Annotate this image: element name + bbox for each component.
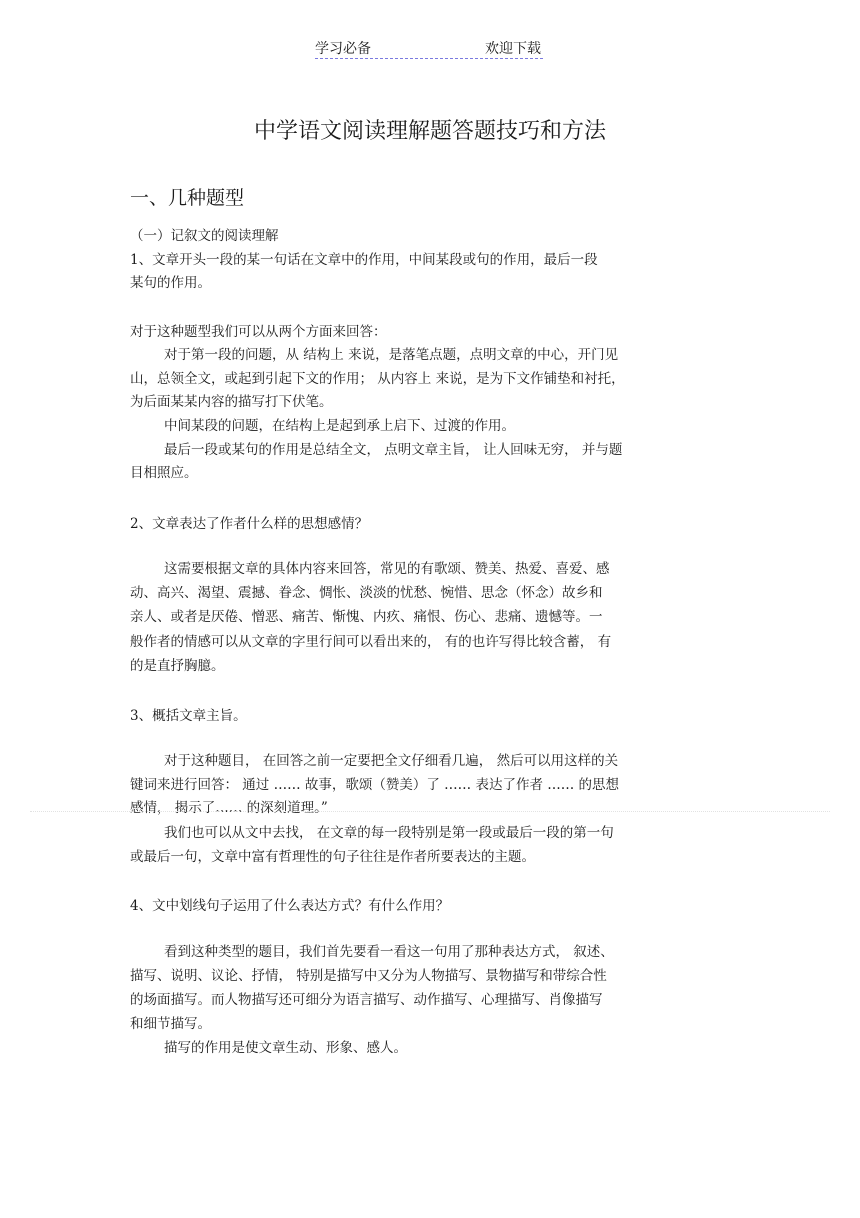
body-line: 和细节描写。 xyxy=(130,1016,211,1032)
page-header xyxy=(315,38,543,59)
document-title: 中学语文阅读理解题答题技巧和方法 xyxy=(253,119,606,144)
question-4: 4、文中划线句子运用了什么表达方式？有什么作用？ xyxy=(130,898,450,914)
question-2: 2、文章表达了作者什么样的思想感情？ xyxy=(130,516,369,532)
body-line: 描写的作用是使文章生动、形象、感人。 xyxy=(164,1040,407,1056)
body-line: 某句的作用。 xyxy=(130,275,211,291)
dotted-separator xyxy=(30,811,830,812)
question-3: 3、概括文章主旨。 xyxy=(130,708,247,724)
body-line: 山，总领全文，或起到引起下文的作用； 从内容上 来说，是为下文作铺垫和衬托， xyxy=(130,371,625,387)
body-line: 为后面某某内容的描写打下伏笔。 xyxy=(130,394,333,410)
body-line: 对于第一段的问题，从 结构上 来说，是落笔点题，点明文章的中心，开门见 xyxy=(164,347,619,363)
body-line: 最后一段或某句的作用是总结全文， 点明文章主旨， 让人回味无穷， 并与题 xyxy=(164,442,623,458)
body-line: 对于这种题型我们可以从两个方面来回答： xyxy=(130,324,387,340)
question-1: 1、文章开头一段的某一句话在文章中的作用，中间某段或句的作用，最后一段 xyxy=(130,252,598,268)
body-line: 或最后一句，文章中富有哲理性的句子往往是作者所要表达的主题。 xyxy=(130,849,535,865)
body-line: 中间某段的问题，在结构上是起到承上启下、过渡的作用。 xyxy=(164,418,515,434)
body-line: 我们也可以从文中去找， 在文章的每一段特别是第一段或最后一段的第一句 xyxy=(164,825,614,841)
header-right-text: 欢迎下载 xyxy=(485,41,541,57)
subsection-heading: （一）记叙文的阅读理解 xyxy=(130,228,279,244)
body-line: 的是直抒胸臆。 xyxy=(130,658,225,674)
header-left-text: 学习必备 xyxy=(315,41,371,57)
body-line: 动、高兴、渴望、震撼、眷念、惆怅、淡淡的忧愁、惋惜、思念（怀念）故乡和 xyxy=(130,585,603,601)
body-line: 感情， 揭示了…… 的深刻道理。” xyxy=(130,800,328,816)
body-line: 键词来进行回答： 通过 …… 故事，歌颂（赞美）了 …… 表达了作者 …… 的思想 xyxy=(130,777,620,793)
body-line: 这需要根据文章的具体内容来回答，常见的有歌颂、赞美、热爱、喜爱、感 xyxy=(164,561,610,577)
body-line: 般作者的情感可以从文章的字里行间可以看出来的， 有的也许写得比较含蓄， 有 xyxy=(130,634,612,650)
body-line: 对于这种题目， 在回答之前一定要把全文仔细看几遍， 然后可以用这样的关 xyxy=(164,753,619,769)
section-heading: 一、几种题型 xyxy=(130,187,245,209)
body-line: 亲人、或者是厌倦、憎恶、痛苦、惭愧、内疚、痛恨、伤心、悲痛、遗憾等。一 xyxy=(130,609,603,625)
body-line: 目相照应。 xyxy=(130,465,198,481)
body-line: 看到这种类型的题目，我们首先要看一看这一句用了那种表达方式， 叙述、 xyxy=(164,944,614,960)
body-line: 的场面描写。而人物描写还可细分为语言描写、动作描写、心理描写、肖像描写 xyxy=(130,992,603,1008)
body-line: 描写、说明、议论、抒情， 特别是描写中又分为人物描写、景物描写和带综合性 xyxy=(130,968,607,984)
